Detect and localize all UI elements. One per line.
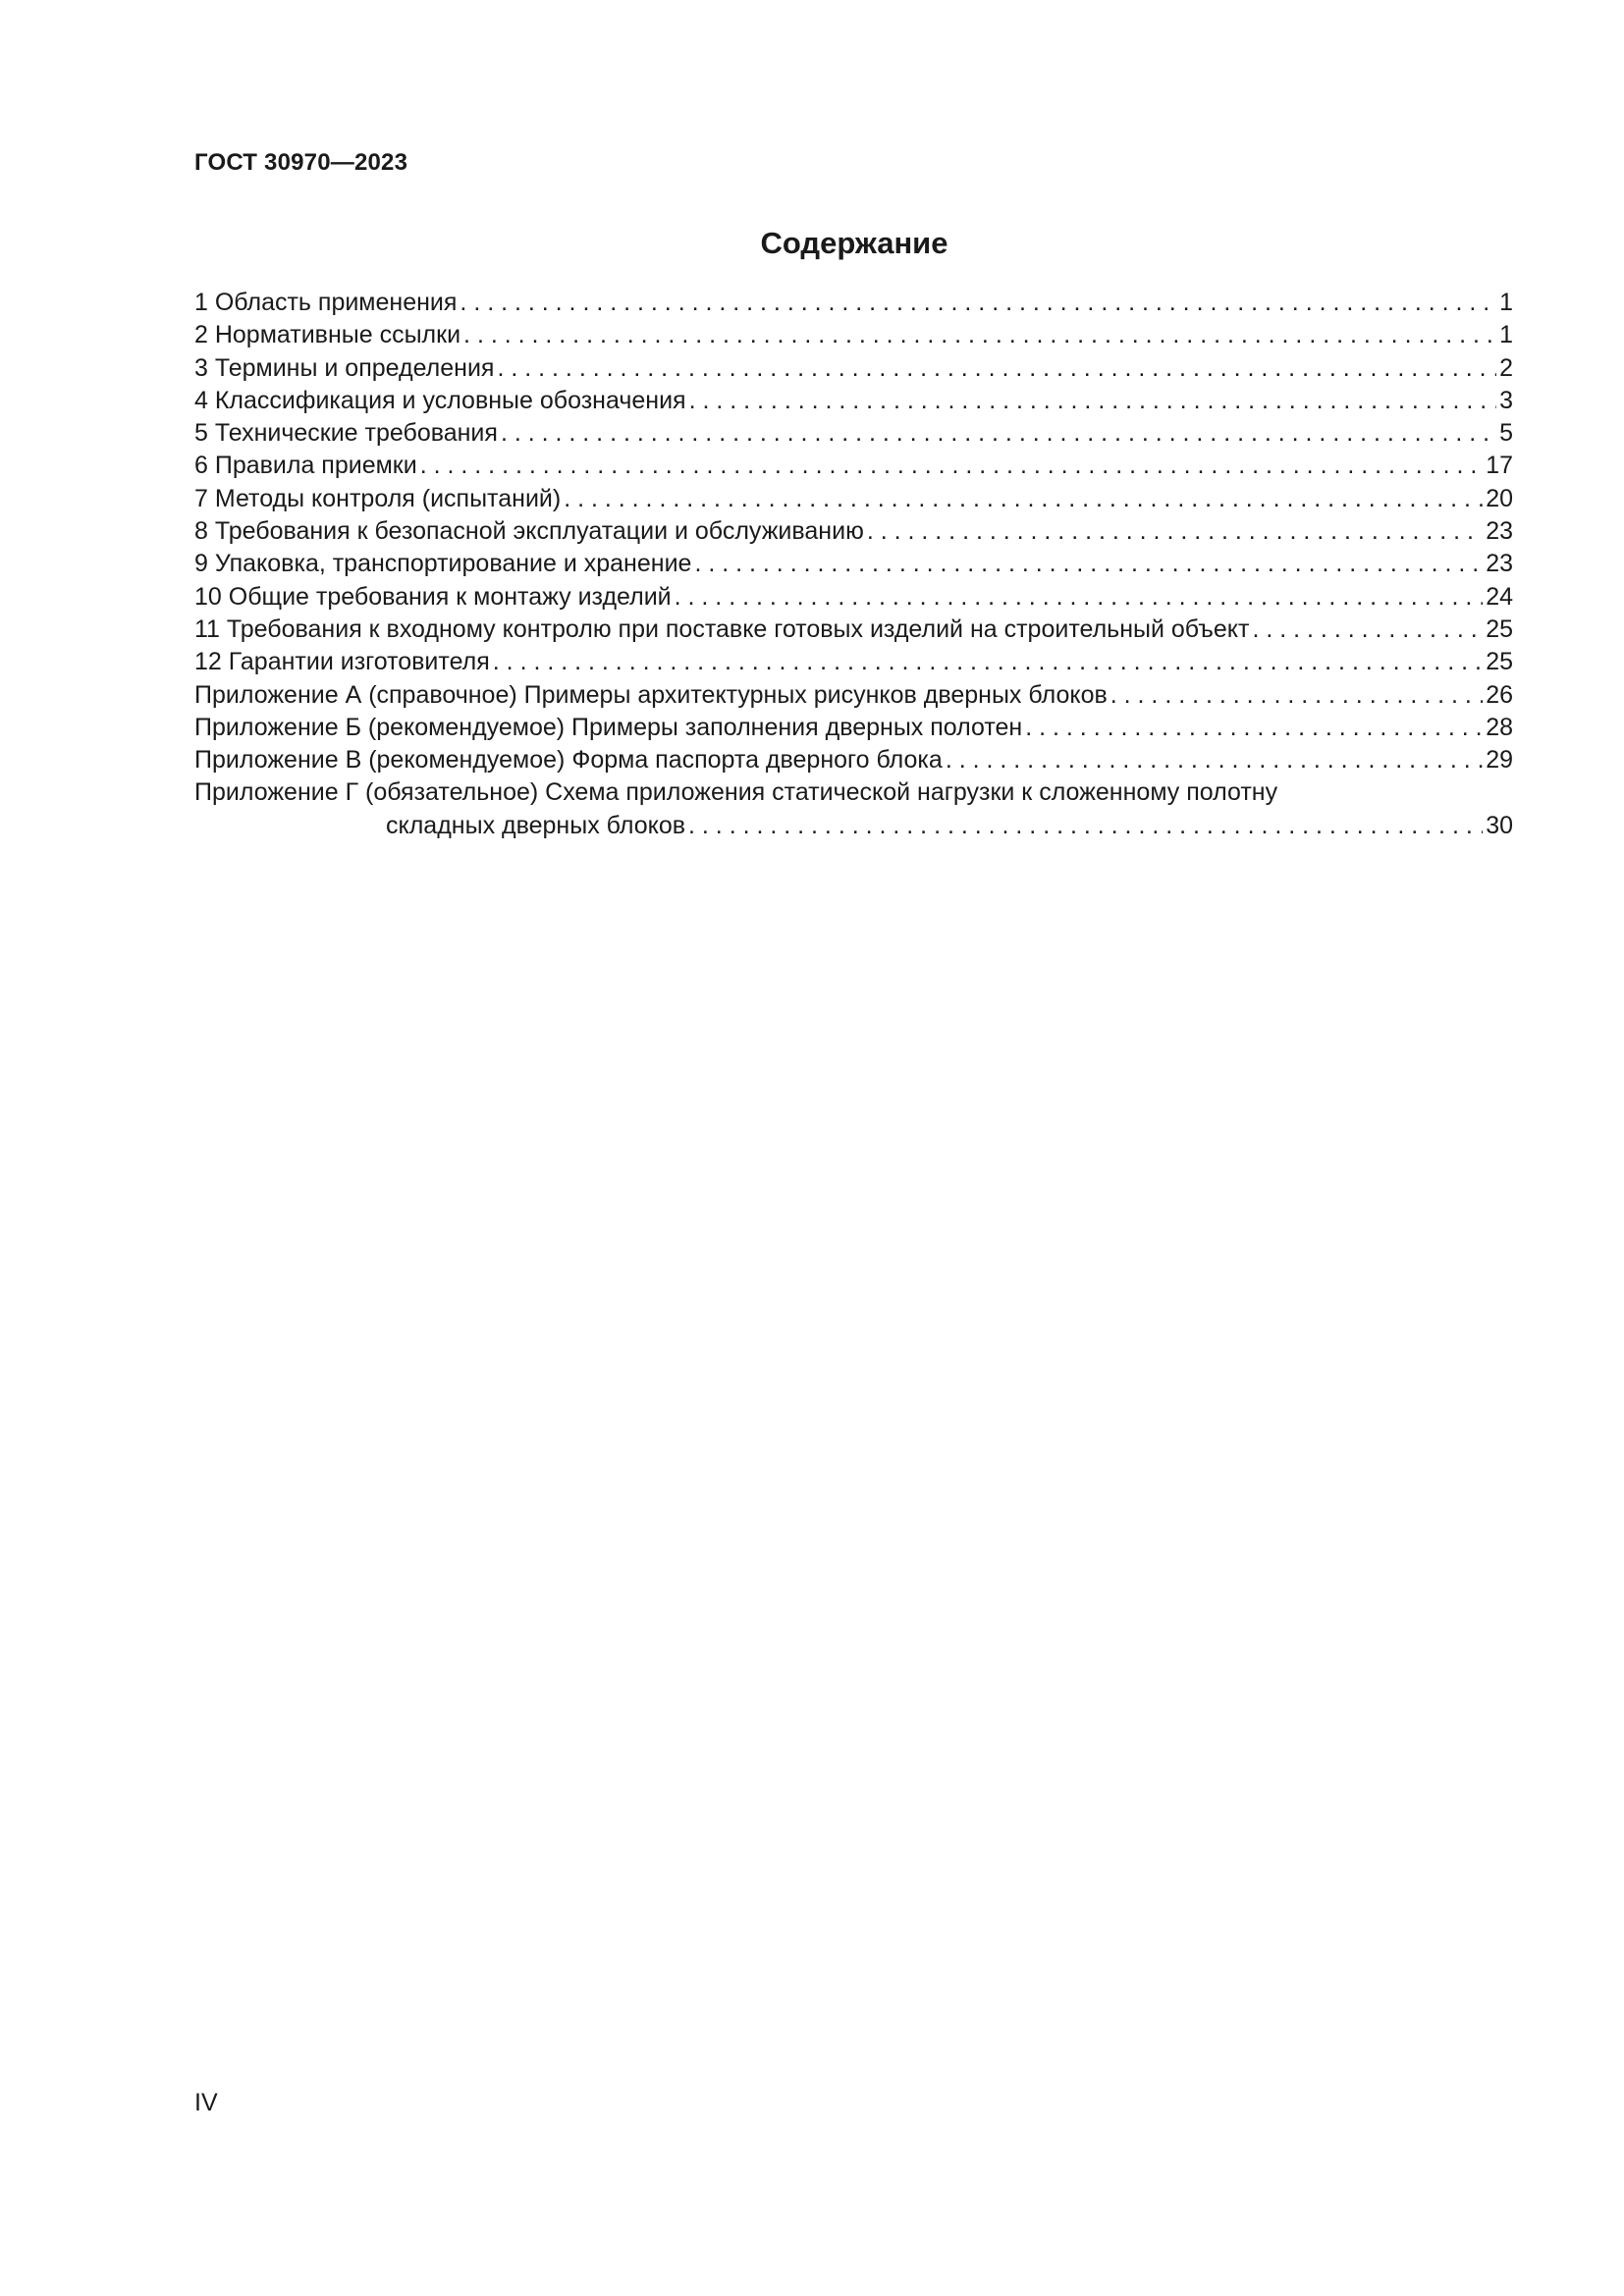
toc-entry-11[interactable] (194, 614, 1513, 646)
toc-entry-5[interactable] (194, 417, 1513, 450)
toc-entry-page: 20 (1486, 484, 1513, 512)
page-number: IV (194, 2089, 218, 2116)
toc-entry-page: 28 (1486, 713, 1513, 741)
dot-leader (564, 483, 1483, 515)
toc-entry-label: 6 Правила приемки (194, 452, 417, 480)
dot-leader (463, 319, 1496, 351)
toc-entry-label: 7 Методы контроля (испытаний) (194, 484, 562, 512)
toc-entry-page: 1 (1499, 289, 1513, 316)
dot-leader (1110, 679, 1483, 712)
toc-entry-10[interactable] (194, 581, 1513, 614)
toc-entry-page: 2 (1499, 353, 1513, 382)
dot-leader (694, 548, 1483, 580)
toc-entry-6[interactable] (194, 450, 1513, 482)
dot-leader (501, 417, 1496, 450)
toc-entry-label: Приложение Б (рекомендуемое) Примеры заполнения дверных полотен (194, 713, 1023, 741)
toc-entry-label: 4 Классификация и условные обозначения (194, 386, 686, 414)
toc-entry-label: 1 Область применения (194, 289, 458, 316)
toc-entry-appendix-b[interactable] (194, 712, 1513, 744)
toc-entry-9[interactable] (194, 548, 1513, 580)
toc-entry-page: 24 (1486, 582, 1513, 611)
toc-entry-page: 1 (1499, 321, 1513, 349)
dot-leader (420, 450, 1483, 482)
document-id: ГОСТ 30970—2023 (194, 149, 408, 176)
toc-entry-8[interactable] (194, 515, 1513, 548)
toc-entry-label-line1: Приложение Г (обязательное) Схема приложения статической нагрузки к сложенному полотну (194, 778, 1278, 807)
toc-entry-appendix-g-continued[interactable] (194, 810, 1513, 842)
dot-leader (497, 352, 1496, 385)
toc-entry-page: 23 (1486, 517, 1513, 546)
toc-entry-appendix-a[interactable] (194, 679, 1513, 712)
dot-leader (946, 744, 1483, 776)
toc-entry-3[interactable] (194, 352, 1513, 385)
table-of-contents (194, 287, 1513, 842)
toc-entry-page: 17 (1486, 452, 1513, 480)
dot-leader (675, 581, 1484, 614)
toc-entry-label: 12 Гарантии изготовителя (194, 648, 490, 676)
toc-entry-label: Приложение А (справочное) Примеры архитектурных рисунков дверных блоков (194, 680, 1108, 709)
toc-entry-appendix-v[interactable] (194, 744, 1513, 776)
toc-entry-label: Приложение В (рекомендуемое) Форма паспорта дверного блока (194, 746, 943, 774)
toc-entry-page: 25 (1486, 648, 1513, 676)
toc-entry-page: 3 (1499, 386, 1513, 414)
toc-entry-4[interactable] (194, 385, 1513, 417)
toc-entry-label-line2: складных дверных блоков (386, 811, 686, 839)
toc-entry-12[interactable] (194, 646, 1513, 678)
toc-entry-page: 26 (1486, 680, 1513, 709)
toc-entry-page: 25 (1486, 614, 1513, 643)
dot-leader (689, 385, 1497, 417)
toc-entry-page: 23 (1486, 550, 1513, 578)
toc-entry-page: 30 (1486, 811, 1513, 839)
toc-entry-7[interactable] (194, 483, 1513, 515)
toc-title: Содержание (760, 226, 948, 260)
toc-entry-page: 5 (1499, 419, 1513, 448)
dot-leader (1252, 614, 1483, 646)
dot-leader (493, 646, 1483, 678)
toc-entry-page: 29 (1486, 746, 1513, 774)
dot-leader (688, 810, 1483, 842)
toc-entry-label: 9 Упаковка, транспортирование и хранение (194, 550, 692, 578)
toc-entry-appendix-g[interactable] (194, 776, 1513, 809)
dot-leader (867, 515, 1483, 548)
toc-entry-label: 2 Нормативные ссылки (194, 321, 461, 349)
toc-entry-label: 3 Термины и определения (194, 353, 495, 382)
toc-entry-label: 10 Общие требования к монтажу изделий (194, 582, 672, 611)
toc-entry-1[interactable] (194, 287, 1513, 319)
dot-leader (1025, 712, 1483, 744)
toc-entry-label: 5 Технические требования (194, 419, 498, 448)
toc-entry-label: 8 Требования к безопасной эксплуатации и обслуживанию (194, 517, 864, 546)
toc-entry-2[interactable] (194, 319, 1513, 351)
toc-entry-label: 11 Требования к входному контролю при поставке готовых изделий на строительный объект (194, 614, 1250, 643)
dot-leader (460, 287, 1496, 319)
